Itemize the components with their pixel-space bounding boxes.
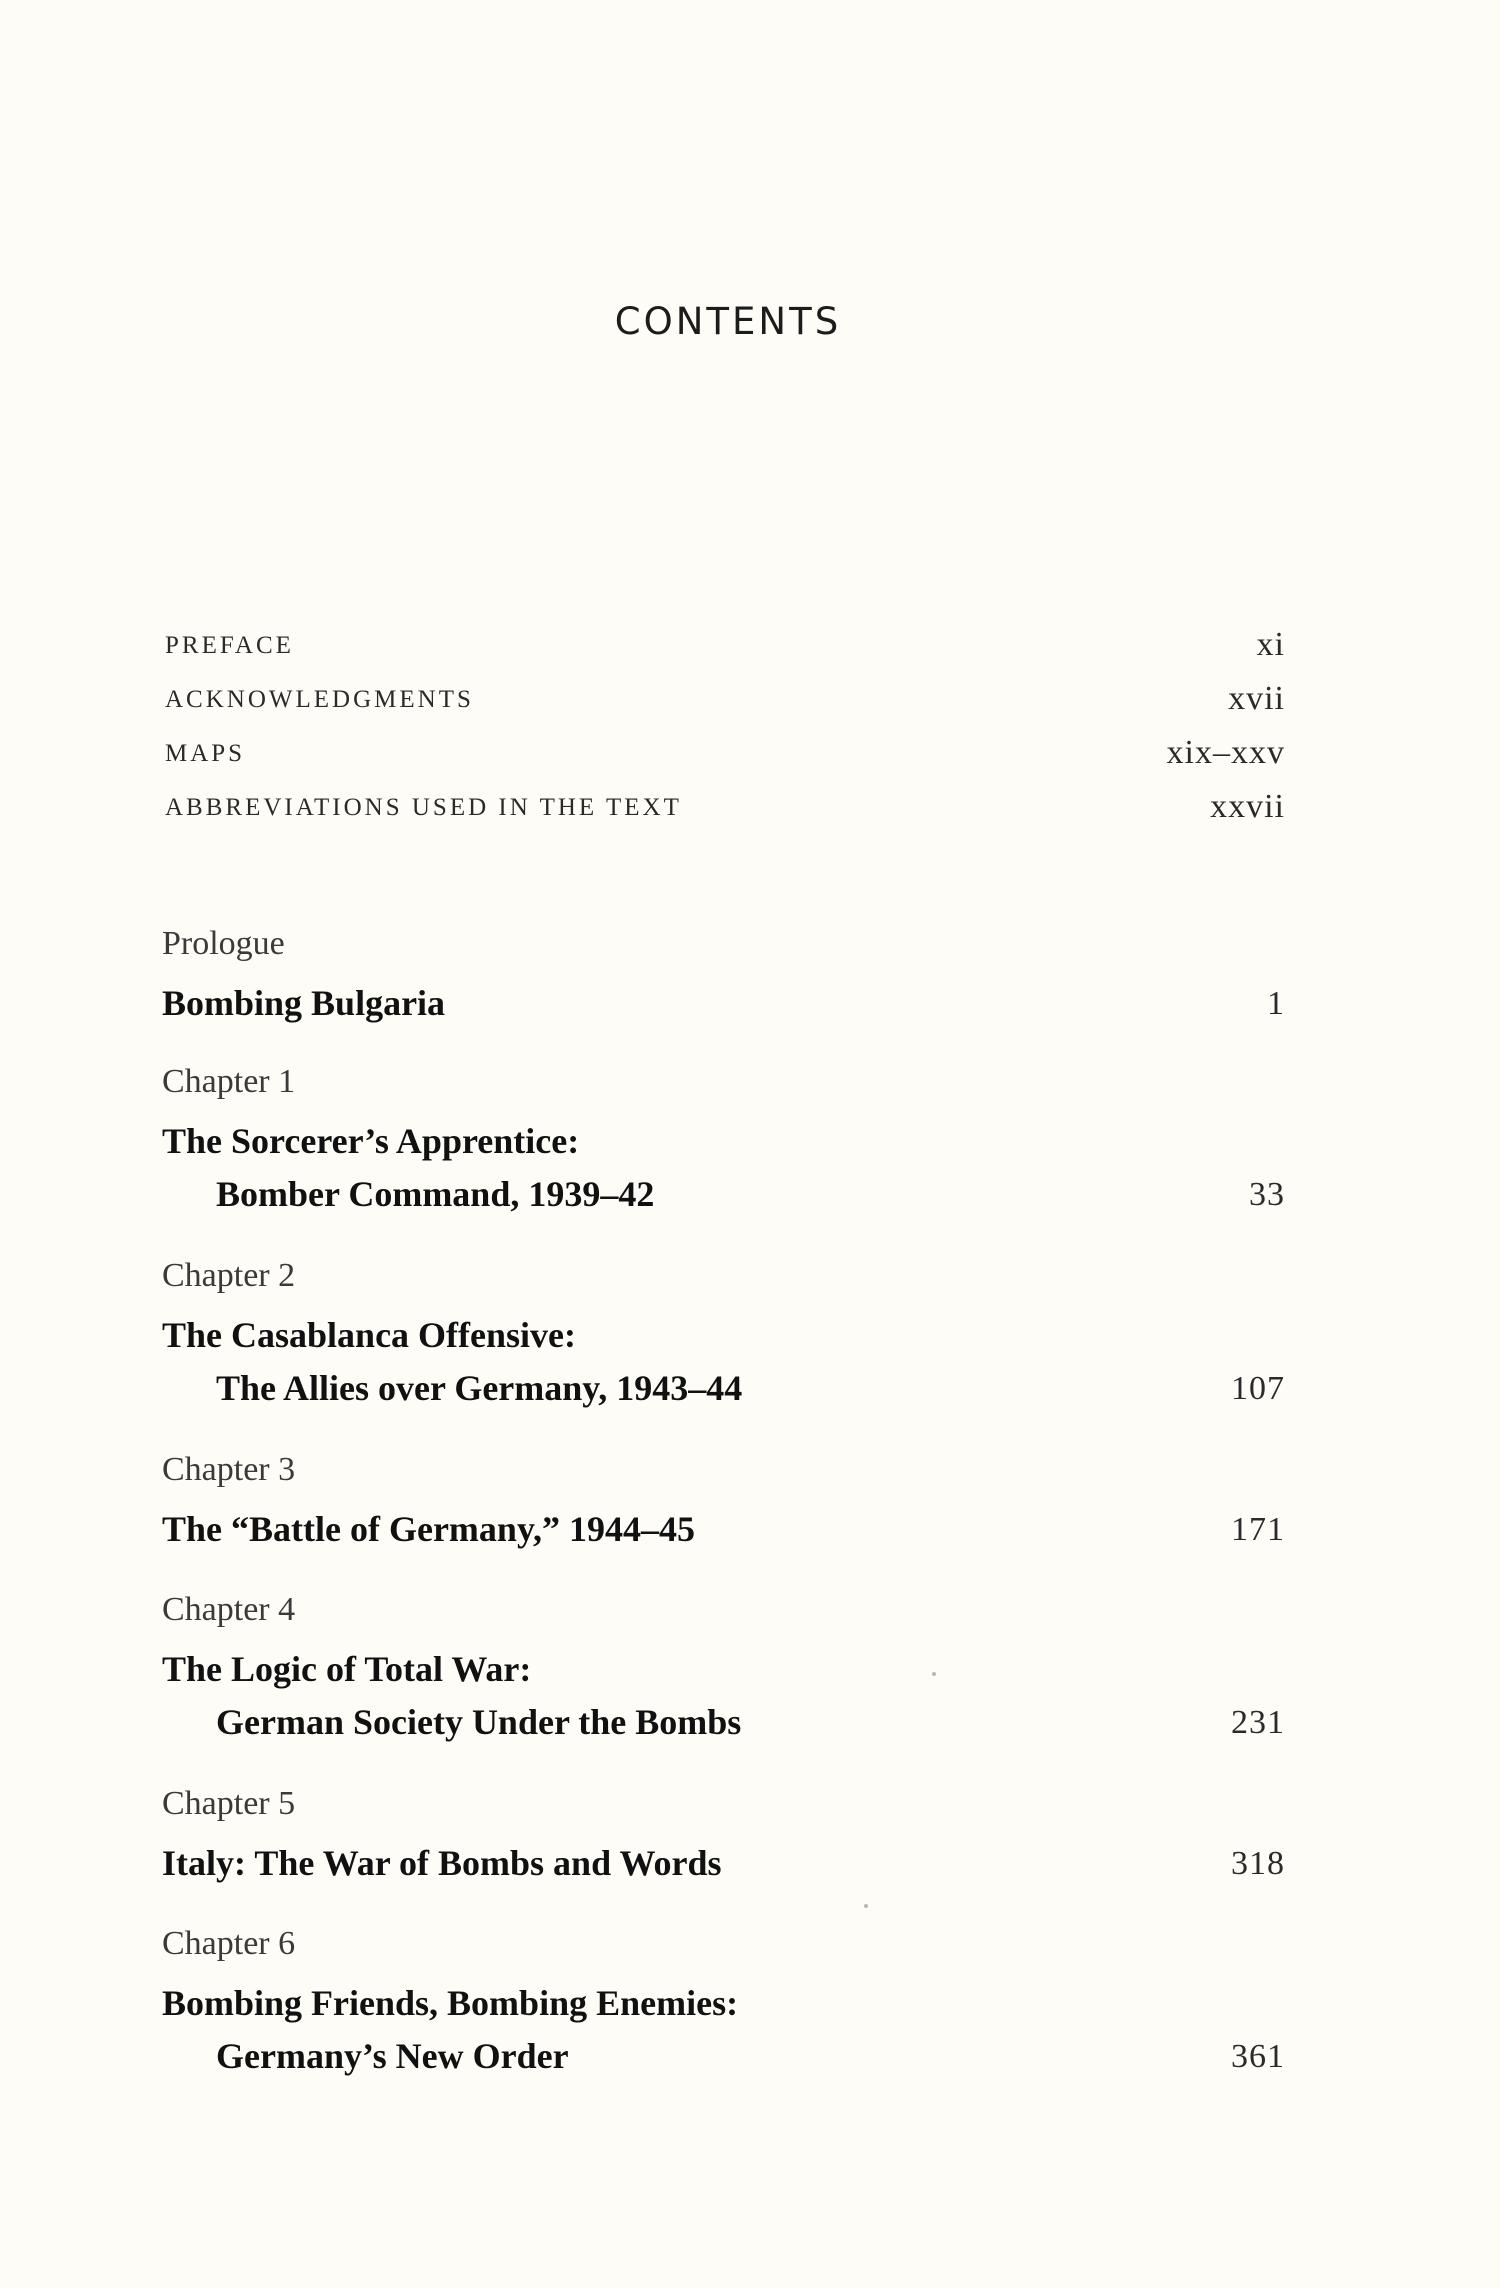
entry-subtitle: Bomber Command, 1939–42 [216, 1174, 655, 1214]
entry-page-number: 171 [1231, 1511, 1285, 1548]
paper-speck [864, 1904, 868, 1908]
entry-label: Chapter 3 [162, 1451, 296, 1488]
toc-entry-prologue[interactable] [162, 924, 1285, 1030]
entry-subtitle: German Society Under the Bombs [216, 1702, 742, 1742]
entry-title: The Logic of Total War: [162, 1649, 532, 1689]
front-matter-row-abbreviations[interactable] [165, 788, 1285, 834]
front-matter-row-preface[interactable] [165, 626, 1285, 672]
front-matter-label: PREFACE [165, 632, 294, 659]
entry-title: Italy: The War of Bombs and Words [162, 1843, 722, 1883]
front-matter-label: ACKNOWLEDGMENTS [165, 686, 474, 713]
toc-entry-chapter-2[interactable] [162, 1256, 1285, 1415]
entry-label: Prologue [162, 925, 285, 962]
front-matter-page-number: xxvii [1210, 788, 1285, 825]
entry-title: The “Battle of Germany,” 1944–45 [162, 1509, 695, 1549]
entry-label: Chapter 1 [162, 1063, 296, 1100]
front-matter-page-number: xi [1256, 626, 1285, 663]
front-matter-page-number: xix–xxv [1166, 734, 1285, 771]
entry-page-number: 318 [1231, 1845, 1285, 1882]
entry-page-number: 107 [1231, 1370, 1285, 1407]
entry-label: Chapter 5 [162, 1785, 296, 1822]
entry-subtitle: The Allies over Germany, 1943–44 [216, 1368, 743, 1408]
toc-entry-chapter-1[interactable] [162, 1062, 1285, 1221]
entry-title: The Casablanca Offensive: [162, 1315, 576, 1355]
entry-label: Chapter 6 [162, 1925, 296, 1962]
page-title: CONTENTS [614, 300, 842, 343]
toc-entry-chapter-3[interactable] [162, 1450, 1285, 1556]
entry-subtitle: Germany’s New Order [216, 2036, 569, 2076]
toc-entry-chapter-6[interactable] [162, 1924, 1285, 2083]
entry-page-number: 33 [1249, 1176, 1285, 1213]
entry-label: Chapter 4 [162, 1591, 296, 1628]
entry-page-number: 1 [1267, 985, 1285, 1022]
entry-page-number: 361 [1231, 2038, 1285, 2075]
paper-speck [932, 1672, 936, 1676]
front-matter-label: MAPS [165, 740, 246, 767]
toc-entry-chapter-4[interactable] [162, 1590, 1285, 1749]
front-matter-page-number: xvii [1228, 680, 1285, 717]
front-matter-row-maps[interactable] [165, 734, 1285, 780]
toc-entry-chapter-5[interactable] [162, 1784, 1285, 1890]
entry-title: Bombing Bulgaria [162, 983, 446, 1023]
entry-page-number: 231 [1231, 1704, 1285, 1741]
entry-label: Chapter 2 [162, 1257, 296, 1294]
entry-title: Bombing Friends, Bombing Enemies: [162, 1983, 739, 2023]
entry-title: The Sorcerer’s Apprentice: [162, 1121, 580, 1161]
front-matter-row-acknowledgments[interactable] [165, 680, 1285, 726]
front-matter-label: ABBREVIATIONS USED IN THE TEXT [165, 794, 682, 821]
